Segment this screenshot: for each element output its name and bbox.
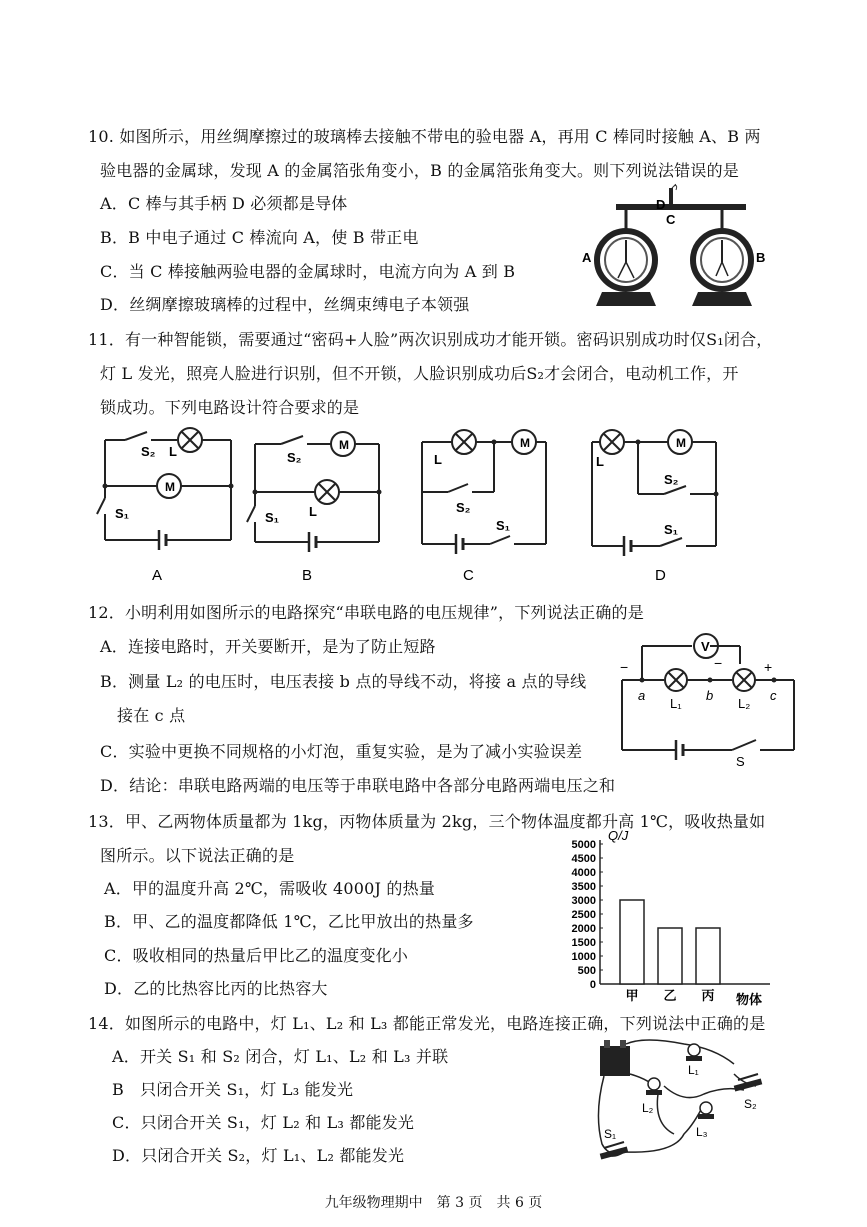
q14-option-b: B 只闭合开关 S₁，灯 L₃ 能发光	[112, 1080, 354, 1099]
q12-option-b-cont: 接在 c 点	[117, 706, 186, 725]
q14-stem: 14．如图所示的电路中，灯 L₁、L₂ 和 L₃ 都能正常发光，电路连接正确，下列说法中正确的是	[88, 1014, 766, 1033]
svg-text:L₁: L₁	[688, 1063, 699, 1077]
q14-option-d: D．只闭合开关 S₂，灯 L₁、L₂ 都能发光	[112, 1146, 405, 1165]
c-rod	[616, 204, 746, 210]
d-handle	[669, 188, 673, 206]
chart-xlabel: 物体	[736, 992, 763, 1006]
q12-stem: 12．小明利用如图所示的电路探究“串联电路的电压规律”，下列说法正确的是	[88, 603, 644, 622]
svg-text:S: S	[736, 754, 745, 768]
lamp-l1-icon	[686, 1044, 702, 1061]
q11-stem-line3: 锁成功。下列电路设计符合要求的是	[100, 398, 360, 417]
electroscope-a	[596, 210, 656, 306]
svg-text:S₁: S₁	[496, 518, 511, 533]
y-tick-label: 5000	[571, 839, 596, 851]
electroscope-figure	[580, 182, 780, 312]
q11-stem-line1: 11．有一种智能锁，需要通过“密码+人脸”两次识别成功才能开锁。密码识别成功时仅S₁闭合，	[88, 330, 773, 349]
svg-text:L₂: L₂	[642, 1101, 654, 1115]
svg-text:S₂: S₂	[664, 472, 679, 487]
svg-text:S₁: S₁	[115, 506, 130, 521]
physical-circuit-figure	[584, 1034, 784, 1174]
label-a: A	[582, 250, 592, 265]
svg-text:S₂: S₂	[456, 500, 471, 515]
caption-d: D	[655, 567, 666, 584]
y-tick-label: 3000	[571, 895, 596, 907]
q11-stem-line2: 灯 L 发光，照亮人脸进行识别，但不开锁，人脸识别成功后S₂才会闭合，电动机工作，开	[100, 364, 739, 383]
circuit-c	[410, 422, 560, 587]
y-tick-label: 4000	[571, 867, 596, 879]
svg-text:a: a	[638, 688, 646, 703]
svg-text:−: −	[620, 659, 629, 675]
bar-0	[620, 900, 644, 984]
q13-option-b: B．甲、乙的温度都降低 1℃，乙比甲放出的热量多	[104, 912, 474, 931]
svg-text:+: +	[764, 659, 773, 675]
q10-stem-line2: 验电器的金属球，发现 A 的金属箔张角变小，B 的金属箔张角变大。则下列说法错误的是	[100, 161, 739, 180]
circuit-d	[578, 422, 728, 587]
q10-option-a: A．C 棒与其手柄 D 必须都是导体	[100, 194, 348, 213]
svg-text:S₂: S₂	[141, 444, 156, 459]
x-tick-label: 甲	[625, 988, 639, 1003]
svg-text:S₂: S₂	[287, 450, 302, 465]
label-c: C	[666, 212, 676, 227]
y-tick-label: 4500	[571, 853, 596, 865]
page-footer: 九年级物理期中 第 3 页 共 6 页	[324, 1195, 543, 1211]
circuit-a	[95, 422, 245, 587]
q10-option-d: D．丝绸摩擦玻璃棒的过程中，丝绸束缚电子本领强	[100, 295, 470, 314]
q12-option-c: C．实验中更换不同规格的小灯泡，重复实验，是为了减小实验误差	[100, 742, 583, 761]
svg-text:c: c	[770, 688, 777, 703]
heat-bar-chart	[550, 826, 780, 1006]
switch-s2-icon	[734, 1074, 763, 1092]
x-tick-label: 丙	[701, 988, 715, 1003]
svg-text:M: M	[676, 436, 686, 450]
caption-b: B	[302, 567, 313, 584]
svg-text:V: V	[701, 639, 710, 654]
x-tick-label: 乙	[663, 988, 677, 1003]
switch-s1-icon	[600, 1142, 629, 1160]
label-d: D	[656, 197, 666, 212]
svg-text:M: M	[165, 480, 175, 494]
svg-text:L: L	[169, 444, 177, 459]
q13-option-c: C．吸收相同的热量后甲比乙的温度变化小	[104, 946, 409, 965]
y-tick-label: 1000	[571, 951, 596, 963]
y-tick-label: 1500	[571, 937, 596, 949]
q12-option-a: A．连接电路时，开关要断开，是为了防止短路	[100, 637, 436, 656]
svg-text:−: −	[714, 655, 723, 671]
q10-option-b: B．B 中电子通过 C 棒流向 A，使 B 带正电	[100, 228, 419, 247]
svg-text:L₃: L₃	[696, 1125, 708, 1139]
q12-option-b: B．测量 L₂ 的电压时，电压表接 b 点的导线不动，将接 a 点的导线	[100, 672, 587, 691]
electroscope-b	[692, 210, 752, 306]
lamp-l2-icon	[646, 1078, 662, 1095]
svg-text:M: M	[339, 438, 349, 452]
y-tick-label: 2500	[571, 909, 596, 921]
svg-text:S₁: S₁	[664, 522, 679, 537]
q10-stem-line1: 10. 如图所示，用丝绸摩擦过的玻璃棒去接触不带电的验电器 A，再用 C 棒同时接触 A、B 两	[88, 127, 761, 146]
label-b: B	[756, 250, 766, 265]
svg-text:M: M	[520, 436, 530, 450]
chart-ylabel: Q/J	[608, 828, 629, 843]
q13-stem-line1: 13．甲、乙两物体质量都为 1kg，丙物体质量为 2kg，三个物体温度都升高 1℃，吸收热量如	[88, 812, 766, 831]
svg-text:S₁: S₁	[265, 510, 280, 525]
y-tick-label: 3500	[571, 881, 596, 893]
svg-text:L: L	[309, 504, 317, 519]
y-tick-label: 500	[577, 965, 596, 977]
battery-icon	[600, 1040, 630, 1076]
q13-stem-line2: 图所示。以下说法正确的是	[100, 846, 295, 865]
q14-option-a: A．开关 S₁ 和 S₂ 闭合，灯 L₁、L₂ 和 L₃ 并联	[112, 1047, 449, 1066]
q13-option-a: A．甲的温度升高 2℃，需吸收 4000J 的热量	[104, 879, 436, 898]
svg-text:L₁: L₁	[670, 696, 682, 711]
svg-text:L₂: L₂	[738, 696, 751, 711]
y-tick-label: 0	[589, 979, 596, 991]
bar-2	[696, 928, 720, 984]
bar-1	[658, 928, 682, 984]
caption-a: A	[152, 567, 163, 584]
svg-text:L: L	[434, 452, 442, 467]
caption-c: C	[463, 567, 474, 584]
series-circuit-figure	[614, 628, 804, 768]
q12-option-d: D．结论：串联电路两端的电压等于串联电路中各部分电路两端电压之和	[100, 776, 616, 795]
q13-option-d: D．乙的比热容比丙的比热容大	[104, 979, 328, 998]
q10-option-c: C．当 C 棒接触两验电器的金属球时，电流方向为 A 到 B	[100, 262, 516, 281]
q14-option-c: C．只闭合开关 S₁，灯 L₂ 和 L₃ 都能发光	[112, 1113, 415, 1132]
svg-text:b: b	[706, 688, 714, 703]
lamp-l3-icon	[698, 1102, 714, 1119]
y-tick-label: 2000	[571, 923, 596, 935]
svg-text:S₂: S₂	[744, 1097, 757, 1111]
circuit-b	[245, 422, 395, 587]
svg-text:L: L	[596, 454, 604, 469]
svg-text:S₁: S₁	[604, 1127, 617, 1141]
